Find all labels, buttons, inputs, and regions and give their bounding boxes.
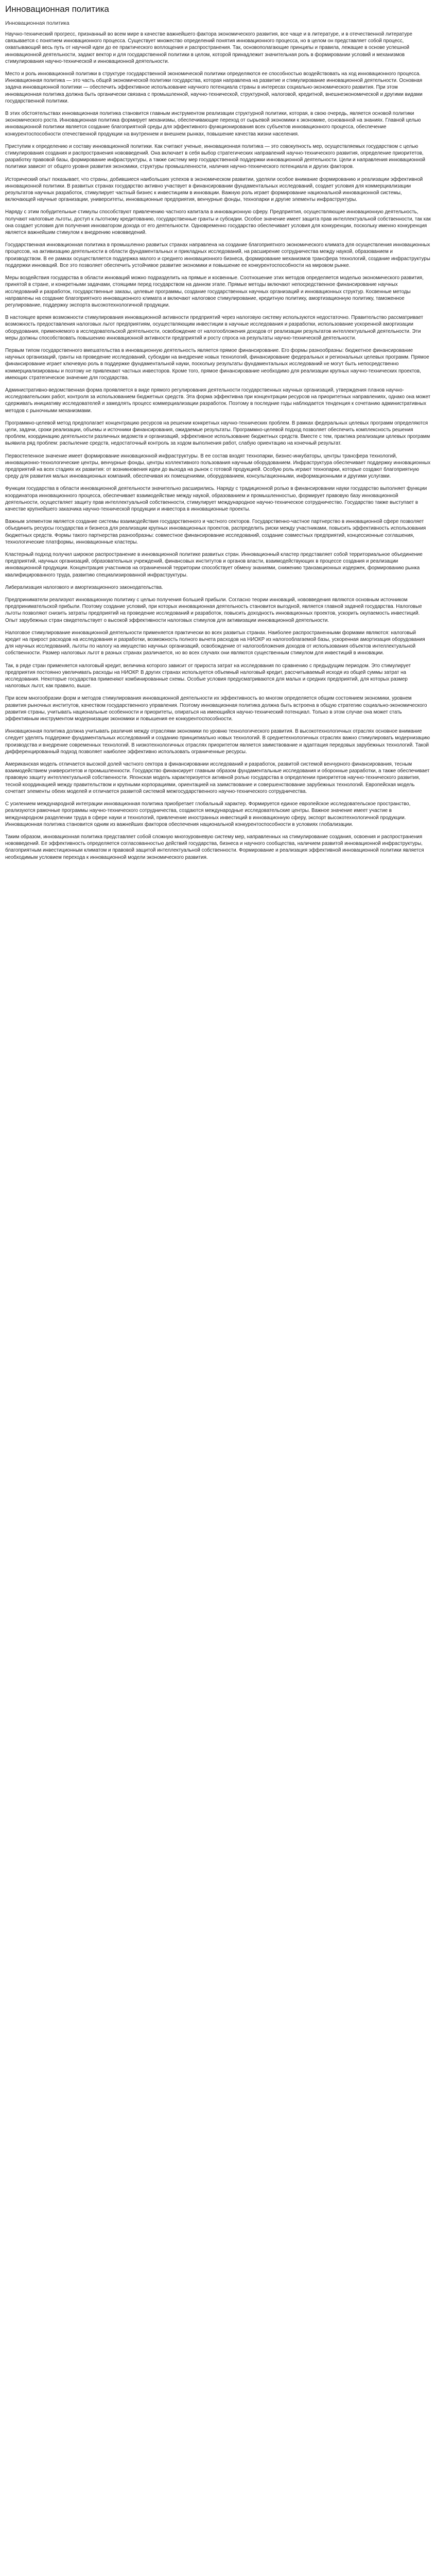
- paragraph: Меры воздействия государства в области инноваций можно подразделить на прямые и косвенные. Соотношение этих методов определяется моделью экономического развития, принятой в стране, и конкретными задачами, стоящими перед государством на данном этапе. Прямые методы включают непосредственное финансирование научных исследований и разработок, государственные заказы, целевые программы, создание государственных научных организаций и инновационных структур. Косвенные методы направлены на создание благоприятного инновационного климата и включают налоговое стимулирование, кредитную политику, амортизационную политику, таможенное регулирование, поддержку экспорта высокотехнологичной продукции.: [5, 275, 424, 308]
- paragraph: Административно-ведомственная форма проявляется в виде прямого регулирования деятельности государственных научных организаций, утверждения планов научно-исследовательских работ, контроля за использованием бюджетных средств. Эта форма эффективна при концентрации ресурсов на приоритетных направлениях, однако она может сдерживать инициативу исследователей и замедлять процесс коммерциализации разработок. Поэтому в последние годы наблюдается тенденция к сочетанию административных методов с рыночными механизмами.: [5, 387, 431, 414]
- paragraph: Программно-целевой метод предполагает концентрацию ресурсов на решении конкретных научно-технических проблем. В рамках федеральных целевых программ определяются цели, задачи, сроки реализации, объемы и источники финансирования, ожидаемые результаты. Программно-целевой подход позволяет обеспечить комплексность решения проблем, координацию деятельности различных ведомств и организаций, эффективное использование бюджетных средств. Вместе с тем, практика реализации целевых программ выявила ряд проблем: распыление средств, недостаточный контроль за ходом выполнения работ, слабую ориентацию на конечный результат.: [5, 420, 430, 447]
- breadcrumb: Инновационная политика: [5, 20, 69, 26]
- paragraph: В настоящее время возможности стимулирования инновационной активности предприятий через налоговую систему используются недостаточно. Правительство рассматривает возможность предоставления налоговых льгот предприятиям, осуществляющим инвестиции в научные исследования и разработки, использование ускоренной амортизации оборудования, применяемого в исследовательской деятельности, освобождение от налогообложения доходов от реализации результатов интеллектуальной деятельности. Эти меры должны способствовать повышению инновационной активности предприятий и росту спроса на результаты научно-технической деятельности.: [5, 315, 424, 341]
- paragraph: Государственная инновационная политика в промышленно развитых странах направлена на создание благоприятного экономического климата для осуществления инновационных процессов, на активизацию деятельности в области фундаментальных и прикладных исследований, на расширение сотрудничества между наукой, образованием и производством. В ее рамках осуществляется поддержка малого и среднего инновационного бизнеса, формирование механизмов трансфера технологий, создание инфраструктуры поддержки инноваций. Все это позволяет обеспечить устойчивое развитие экономики и повышение ее конкурентоспособности на мировом рынке.: [5, 242, 430, 268]
- paragraph: Важным элементом является создание системы взаимодействия государственного и частного секторов. Государственно-частное партнерство в инновационной сфере позволяет объединить ресурсы государства и бизнеса для реализации крупных инновационных проектов, распределить риски между участниками, повысить эффективность использования бюджетных средств. Формы такого партнерства разнообразны: совместное финансирование исследований, создание совместных предприятий, концессионные соглашения, технологические платформы, инновационные кластеры.: [5, 519, 426, 545]
- paragraph: Так, в ряде стран применяется налоговый кредит, величина которого зависит от прироста затрат на исследования по сравнению с предыдущим периодом. Это стимулирует предприятия постоянно увеличивать расходы на НИОКР. В других странах используется объемный налоговый кредит, рассчитываемый исходя из общей суммы затрат на исследования. Некоторые государства применяют комбинированные схемы. Особые условия предусматриваются для малых и средних предприятий, для которых размер налоговых льгот, как правило, выше.: [5, 663, 411, 689]
- article-body: [5, 31, 431, 861]
- paragraph: Место и роль инновационной политики в структуре государственной экономической политики определяются ее способностью воздействовать на ход инновационного процесса. Инновационная политика — это часть общей экономической политики государства, которая направлена на развитие и стимулирование инновационной деятельности. Основная задача инновационной политики — обеспечить эффективное использование научного потенциала страны в интересах социально-экономического развития. При этом инновационная политика должна быть органически связана с промышленной, научно-технической, структурной, налоговой, кредитной, внешнеэкономической и другими видами государственной политики.: [5, 71, 423, 104]
- paragraph: Кластерный подход получил широкое распространение в инновационной политике развитых стран. Инновационный кластер представляет собой территориальное объединение предприятий, научных организаций, образовательных учреждений, финансовых институтов и органов власти, взаимодействующих в процессе создания и реализации инновационной продукции. Концентрация участников на ограниченной территории способствует обмену знаниями, снижению транзакционных издержек, формированию рынка квалифицированного труда, развитию специализированной инфраструктуры.: [5, 552, 423, 578]
- paragraph: Налоговое стимулирование инновационной деятельности применяется практически во всех развитых странах. Наиболее распространенными формами являются: налоговый кредит на прирост расходов на исследования и разработки, возможность полного вычета расходов на НИОКР из налогооблагаемой базы, ускоренная амортизация оборудования для научных исследований, льготы по налогу на имущество научных организаций, освобождение от налогообложения доходов от использования объектов интеллектуальной собственности. Размер налоговых льгот в разных странах различается, но во всех случаях они являются существенным стимулом для инвестиций в инновации.: [5, 630, 425, 656]
- paragraph: Таким образом, инновационная политика представляет собой сложную многоуровневую систему мер, направленных на стимулирование создания, освоения и распространения нововведений. Ее эффективность определяется согласованностью действий государства, бизнеса и научного сообщества, наличием развитой инновационной инфраструктуры, благоприятным инвестиционным климатом и правовой защитой интеллектуальной собственности. Формирование и реализация эффективной инновационной политики является необходимым условием перехода к инновационной модели экономического развития.: [5, 834, 424, 860]
- page-title: Инновационная политика: [5, 4, 109, 14]
- paragraph: Инновационная политика должна учитывать различия между отраслями экономики по уровню технологического развития. В высокотехнологичных отраслях основное внимание следует уделять поддержке фундаментальных исследований и созданию принципиально новых технологий. В среднетехнологичных отраслях важно стимулировать модернизацию производства и внедрение современных технологий. В низкотехнологичных отраслях приоритетом является заимствование и адаптация передовых зарубежных технологий. Такой дифференцированный подход позволяет наиболее эффективно использовать ограниченные ресурсы.: [5, 728, 430, 755]
- paragraph: Наряду с этим побудительные стимулы способствуют привлечению частного капитала в инновационную сферу. Предприятия, осуществляющие инновационную деятельность, получают налоговые льготы, доступ к льготному кредитованию, государственные гранты и субсидии. Особое значение имеет защита прав интеллектуальной собственности, так как она создает условия для получения инноватором дохода от его деятельности. Одновременно государство обеспечивает условия для конкуренции, поскольку именно конкуренция является важнейшим стимулом к внедрению нововведений.: [5, 209, 431, 236]
- paragraph: Либерализация налогового и амортизационного законодательства.: [5, 584, 163, 590]
- paragraph: Приступим к определению и составу инновационной политики. Как считают ученые, инновационная политика — это совокупность мер, осуществляемых государством с целью стимулирования создания и распространения нововведений. Она включает в себя выбор стратегических направлений научно-технического развития, определение приоритетов, разработку правовой базы, формирование инфраструктуры, а также систему мер государственной поддержки инновационной деятельности. Цели и направления инновационной политики зависят от общего уровня развития экономики, структуры промышленности, наличия научно-технического потенциала и других факторов.: [5, 143, 426, 170]
- paragraph: Первым типом государственного вмешательства в инновационную деятельность является прямое финансирование. Его формы разнообразны: бюджетное финансирование научных организаций, гранты на проведение исследований, субсидии на внедрение новых технологий, финансирование федеральных и региональных целевых программ. Прямое финансирование играет ключевую роль в поддержке фундаментальной науки, поскольку результаты фундаментальных исследований не могут быть непосредственно коммерциализированы и поэтому не привлекают частных инвесторов. Кроме того, прямое финансирование необходимо для реализации крупных научно-технических проектов, имеющих стратегическое значение для государства.: [5, 347, 429, 381]
- paragraph: В этих обстоятельствах инновационная политика становится главным инструментом реализации структурной политики, которая, в свою очередь, является основой политики экономического роста. Инновационная политика формирует механизмы, обеспечивающие переход от сырьевой экономики к экономике, основанной на знаниях. Главной целью инновационной политики является создание благоприятной среды для эффективного функционирования всех субъектов инновационного процесса, обеспечение конкурентоспособности отечественной продукции на внутреннем и внешнем рынках, повышение качества жизни населения.: [5, 111, 421, 137]
- paragraph: Функции государства в области инновационной деятельности значительно расширились. Наряду с традиционной ролью в финансировании науки государство выполняет функции координатора инновационного процесса, обеспечивает взаимодействие между наукой, образованием и промышленностью, формирует правовую базу инновационной деятельности, осуществляет защиту прав интеллектуальной собственности, стимулирует международное научно-техническое сотрудничество. Государство также выступает в качестве крупнейшего заказчика научно-технической продукции и инвестора в инновационные проекты.: [5, 486, 427, 512]
- paragraph: При всем многообразии форм и методов стимулирования инновационной деятельности их эффективность во многом определяется общим состоянием экономики, уровнем развития рыночных институтов, качеством государственного управления. Поэтому инновационная политика должна быть встроена в общую стратегию социально-экономического развития страны, учитывать национальные особенности и приоритеты, опираться на имеющийся научно-технический потенциал. Только в этом случае она может стать эффективным инструментом модернизации экономики и повышения ее конкурентоспособности.: [5, 696, 427, 722]
- paragraph: Предприниматели реализуют инновационную политику с целью получения большей прибыли. Согласно теории инноваций, нововведения являются основным источником предпринимательской прибыли. Поэтому создание условий, при которых инновационная деятельность становится выгодной, является главной задачей государства. Налоговые льготы позволяют снизить затраты предприятий на проведение исследований и разработок, повысить доходность инновационных проектов, ускорить окупаемость инвестиций. Опыт зарубежных стран свидетельствует о высокой эффективности налоговых стимулов для активизации инновационной деятельности.: [5, 597, 422, 623]
- paragraph: Исторический опыт показывает, что страны, добившиеся наибольших успехов в экономическом развитии, уделяли особое внимание формированию и реализации эффективной инновационной политики. В развитых странах государство активно участвует в финансировании фундаментальных исследований, создает условия для коммерциализации результатов научных разработок, стимулирует частный бизнес к инвестициям в инновации. Важную роль играет формирование национальной инновационной системы, включающей научные организации, университеты, инновационные предприятия, венчурные фонды, технопарки и другие элементы инфраструктуры.: [5, 176, 423, 203]
- paragraph: Научно-технический прогресс, признанный во всем мире в качестве важнейшего фактора экономического развития, все чаще и в литературе, и в отечественной литературе связывается с понятием инновационного процесса. Существует множество определений понятия инновационного процесса, но в целом он представляет собой процесс, охватывающий весь путь от научной идеи до ее практического воплощения и распространения. Так, основополагающие принципы и правила, лежащие в основе успешной инновационной деятельности, задают вектор и для государственной политики в целом, которой принадлежит значительная роль в формировании условий и механизмов стимулирования научно-технической и инновационной деятельности.: [5, 31, 412, 64]
- paragraph: С усилением международной интеграции инновационная политика приобретает глобальный характер. Формируется единое европейское исследовательское пространство, реализуются рамочные программы научно-технического сотрудничества, создаются международные исследовательские центры. Важное значение имеет участие в международном разделении труда в сфере науки и технологий, привлечение иностранных инвестиций в инновационную сферу, экспорт высокотехнологичной продукции. Инновационная политика становится одним из важнейших факторов обеспечения национальной конкурентоспособности в условиях глобализации.: [5, 801, 411, 827]
- paragraph: Первостепенное значение имеет формирование инновационной инфраструктуры. В ее состав входят технопарки, бизнес-инкубаторы, центры трансфера технологий, инновационно-технологические центры, венчурные фонды, центры коллективного пользования научным оборудованием. Инфраструктура обеспечивает поддержку инновационных предприятий на всех стадиях их развития: от возникновения идеи до выхода на рынок с готовой продукцией. Особую роль играют технопарки, которые создают благоприятную среду для развития малых инновационных компаний, обеспечивая их помещениями, оборудованием, консультационными, информационными и другими услугами.: [5, 453, 431, 480]
- paragraph: Американская модель отличается высокой долей частного сектора в финансировании исследований и разработок, развитой системой венчурного финансирования, тесным взаимодействием университетов и промышленности. Государство финансирует главным образом фундаментальные исследования и оборонные разработки, а также обеспечивает правовую защиту интеллектуальной собственности. Японская модель характеризуется активной ролью государства в определении приоритетов научно-технического развития, тесной координацией между правительством и крупными корпорациями, ориентацией на заимствование и совершенствование зарубежных технологий. Европейская модель сочетает элементы обеих моделей и отличается развитой системой межгосударственного научно-технического сотрудничества.: [5, 761, 430, 794]
